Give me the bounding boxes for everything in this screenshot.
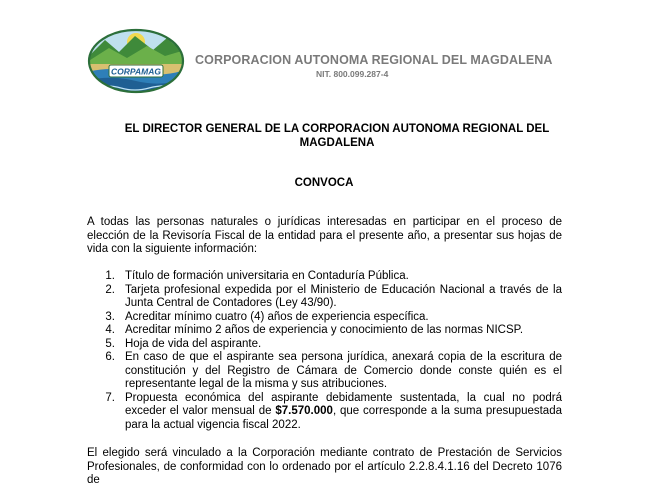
list-number: 1. [105, 270, 115, 282]
list-item [87, 392, 562, 433]
list-text-before: Propuesta económica del aspirante debidamente sustentada, la cual no podrá exceder el valor mensual de [125, 391, 562, 417]
budget-amount: $7.570.000 [275, 405, 333, 417]
list-item [87, 338, 562, 352]
list-text: En caso de que el aspirante sea persona jurídica, anexará copia de la escritura de constitución y del Registro de Cámara de Comercio donde conste quién es el representante legal de la misma y sus atribuciones. [125, 351, 562, 390]
org-nit: NIT. 800.099.287-4 [316, 69, 389, 79]
list-text-after: , que corresponde a la suma presupuestada para la actual vigencia fiscal 2022. [125, 405, 562, 431]
list-text [125, 392, 562, 433]
list-item [87, 270, 562, 284]
list-text: Título de formación universitaria en Contaduría Pública. [125, 270, 409, 282]
logo-text: CORPAMAG [111, 66, 161, 77]
list-item [87, 351, 562, 392]
list-item [87, 284, 562, 311]
list-text: Tarjeta profesional expedida por el Ministerio de Educación Nacional a través de la Junta Central de Contadores (Ley 43/90). [125, 283, 562, 309]
intro-paragraph: A todas las personas naturales o jurídicas interesadas en participar en el proceso de elección de la Revisoría Fiscal de la entidad para el presente año, a presentar sus hojas de vida con la siguiente información: [87, 216, 562, 255]
requirements-list [87, 270, 562, 432]
document-title: EL DIRECTOR GENERAL DE LA CORPORACION AUTONOMA REGIONAL DEL MAGDALENA [124, 123, 550, 149]
list-number: 2. [105, 283, 115, 296]
list-text: Acreditar mínimo cuatro (4) años de experiencia específica. [125, 310, 429, 323]
corpamag-logo [87, 28, 185, 94]
list-item [87, 311, 562, 325]
org-name: CORPORACION AUTONOMA REGIONAL DEL MAGDALENA [195, 53, 553, 67]
list-number: 7. [105, 391, 115, 404]
list-number: 4. [105, 324, 115, 336]
org-header [195, 53, 575, 79]
list-item [87, 324, 562, 338]
list-number: 5. [105, 337, 115, 350]
list-number: 6. [105, 351, 115, 363]
closing-paragraph: El elegido será vinculado a la Corporación mediante contrato de Prestación de Servicios Profesionales, de conformidad con lo ordenado por el artículo 2.2.8.4.1.16 del Decreto 1076 de [87, 447, 562, 486]
list-text: Acreditar mínimo 2 años de experiencia y conocimiento de las normas NICSP. [125, 324, 524, 336]
convoca-heading: CONVOCA [294, 177, 354, 189]
list-text: Hoja de vida del aspirante. [125, 337, 262, 350]
list-number: 3. [105, 310, 115, 323]
